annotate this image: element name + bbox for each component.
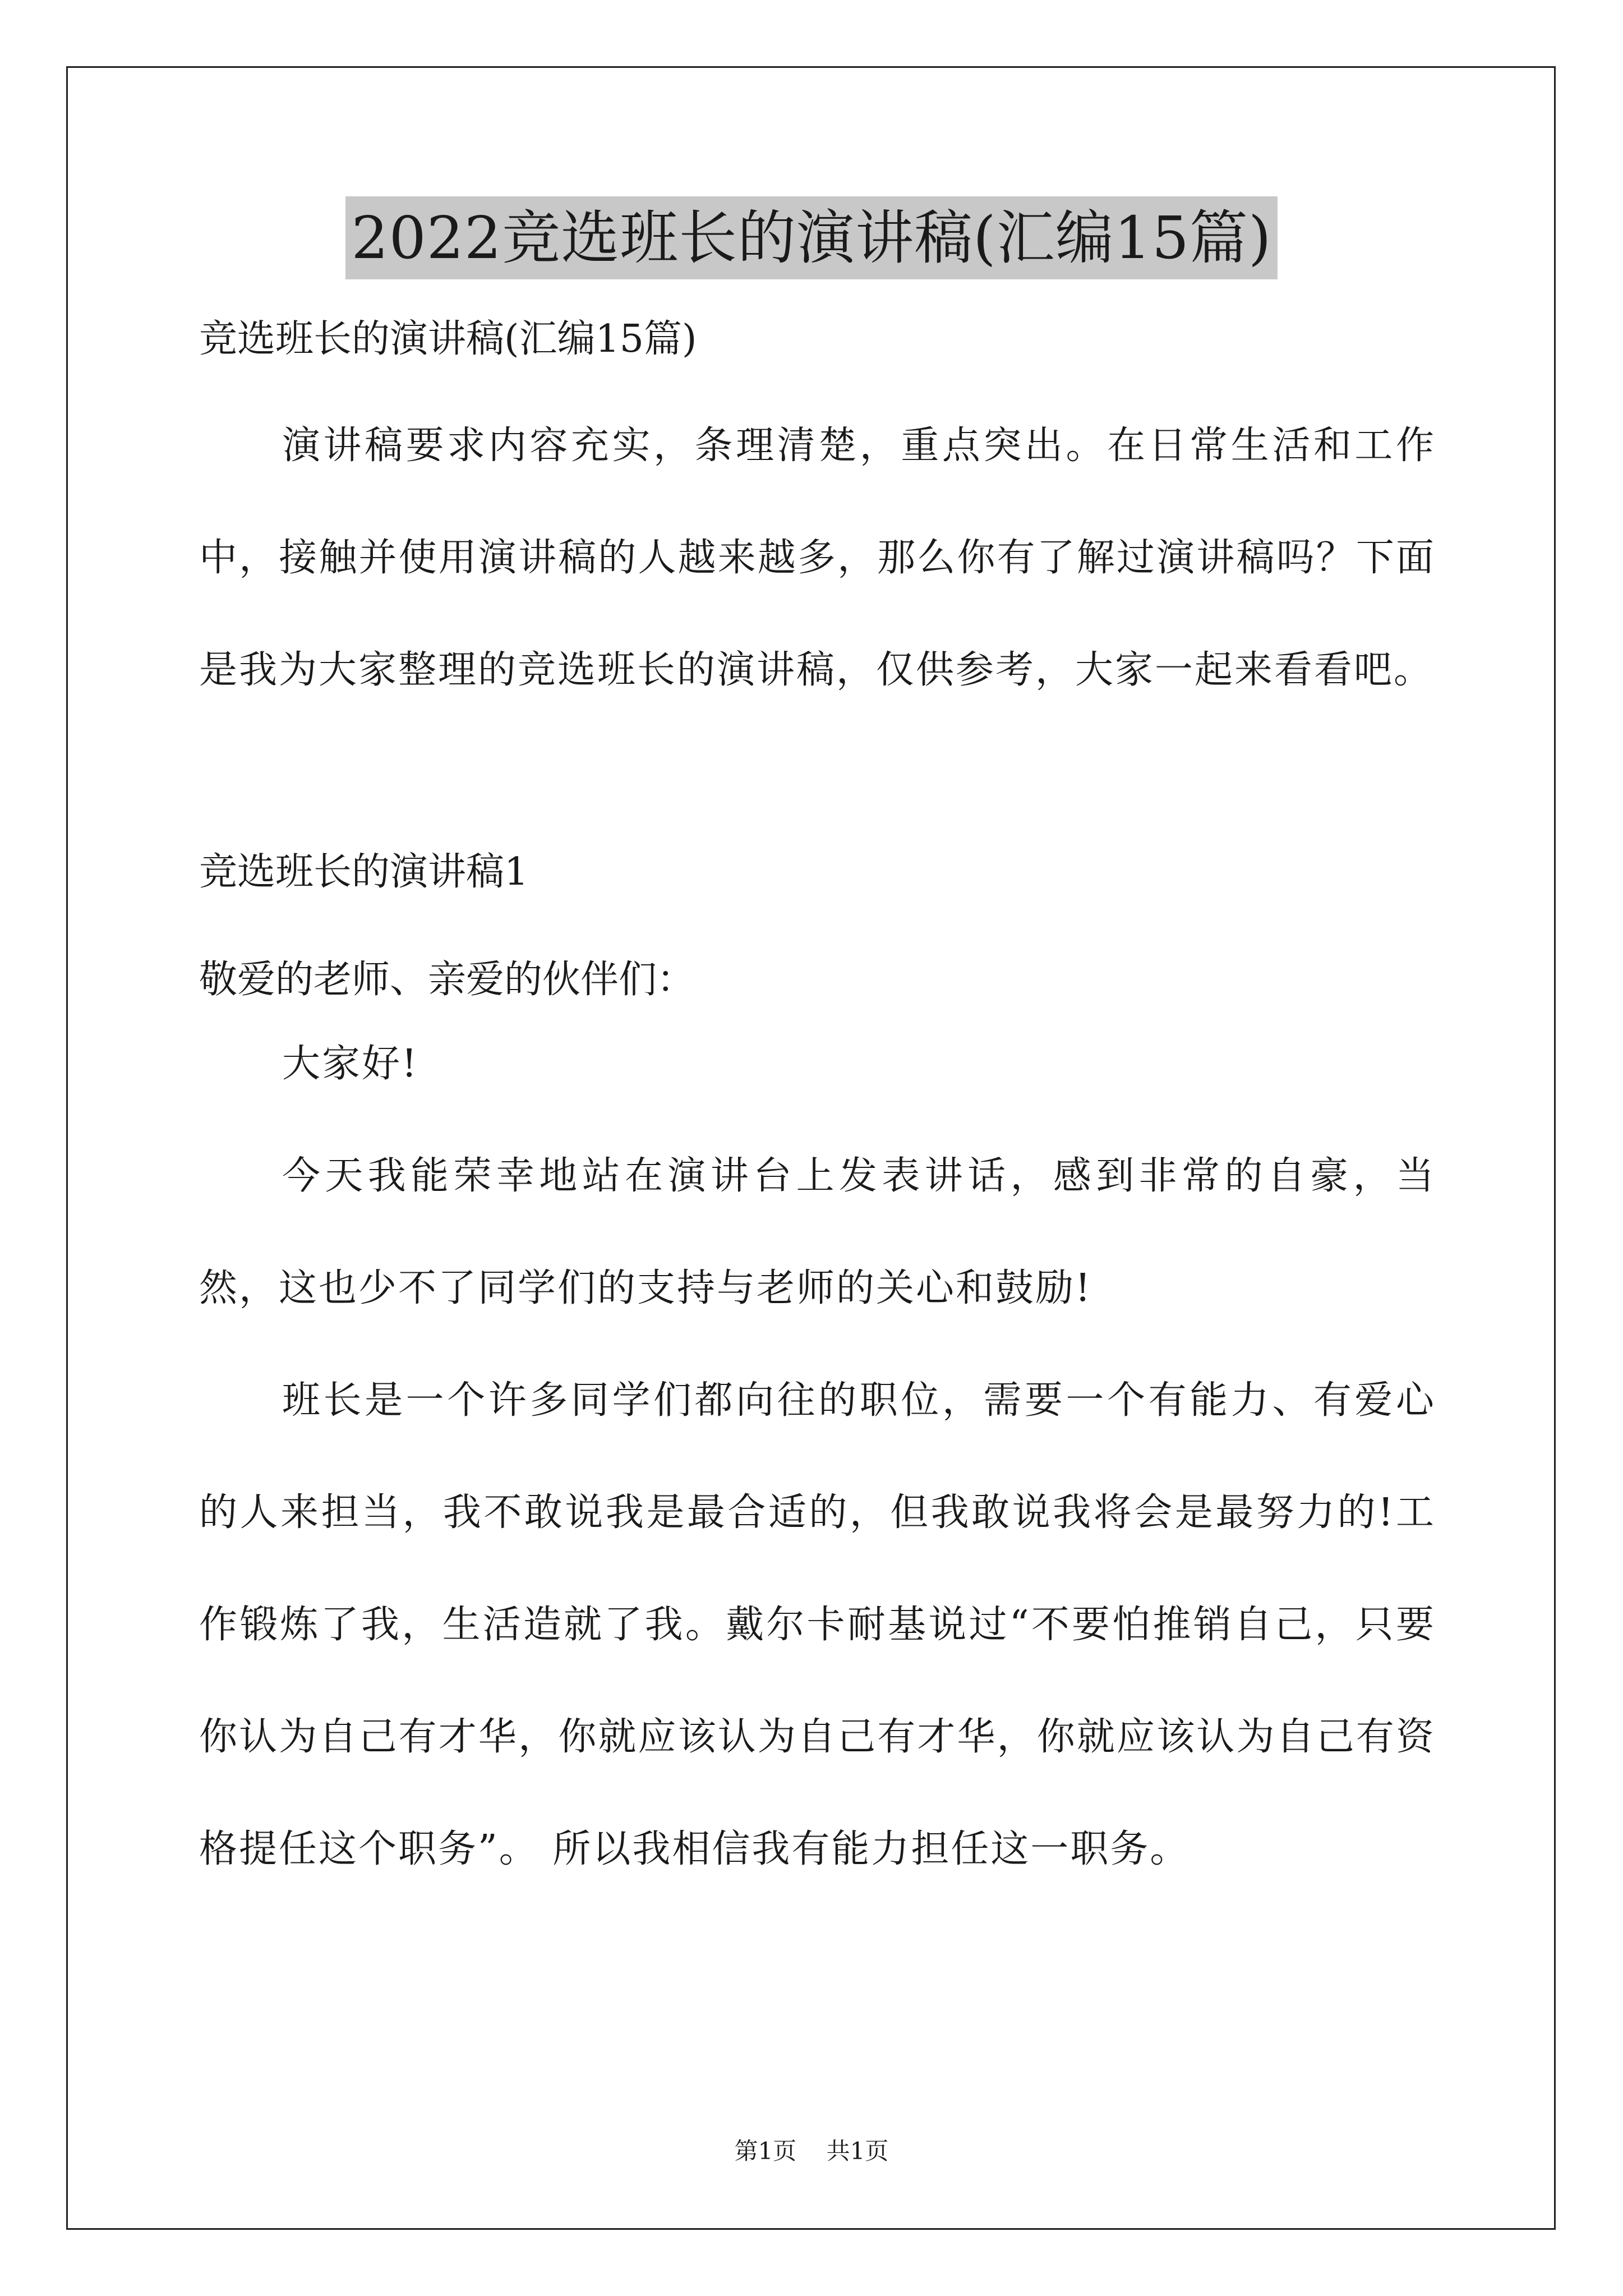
- intro-paragraph: 演讲稿要求内容充实，条理清楚，重点突出。在日常生活和工作中，接触并使用演讲稿的人越来越多，那么你有了解过演讲稿吗？下面是我为大家整理的竞选班长的演讲稿，仅供参考，大家一起来看看吧。: [199, 424, 1436, 692]
- salutation: 敬爱的老师、亲爱的伙伴们：: [199, 958, 695, 1002]
- section-spacer: [199, 726, 1436, 833]
- page-number-current: 第1页: [734, 2137, 797, 2165]
- page-number-total: 共1页: [826, 2137, 889, 2165]
- greeting-paragraph: 大家好!: [282, 1042, 419, 1086]
- body-paragraph-1: 今天我能荣幸地站在演讲台上发表讲话，感到非常的自豪，当然，这也少不了同学们的支持与老师的关心和鼓励!: [199, 1154, 1436, 1310]
- page-footer: [0, 2133, 1623, 2166]
- document-title: 2022竞选班长的演讲稿(汇编15篇): [345, 196, 1277, 279]
- body-paragraph-2: 班长是一个许多同学们都向往的职位，需要一个有能力、有爱心的人来担当，我不敢说我是最合适的，但我敢说我将会是最努力的!工作锻炼了我，生活造就了我。戴尔卡耐基说过“不要怕推销自己，只要你认为自己有才华，你就应该认为自己有才华，你就应该认为自己有资格提任这个职务”。 所以我相信我有能力担任这一职务。: [199, 1378, 1436, 1871]
- document-subtitle: 竞选班长的演讲稿(汇编15篇): [199, 317, 697, 361]
- section-heading: 竞选班长的演讲稿1: [199, 850, 529, 894]
- title-container: [0, 196, 1623, 279]
- document-body: [199, 311, 1436, 1906]
